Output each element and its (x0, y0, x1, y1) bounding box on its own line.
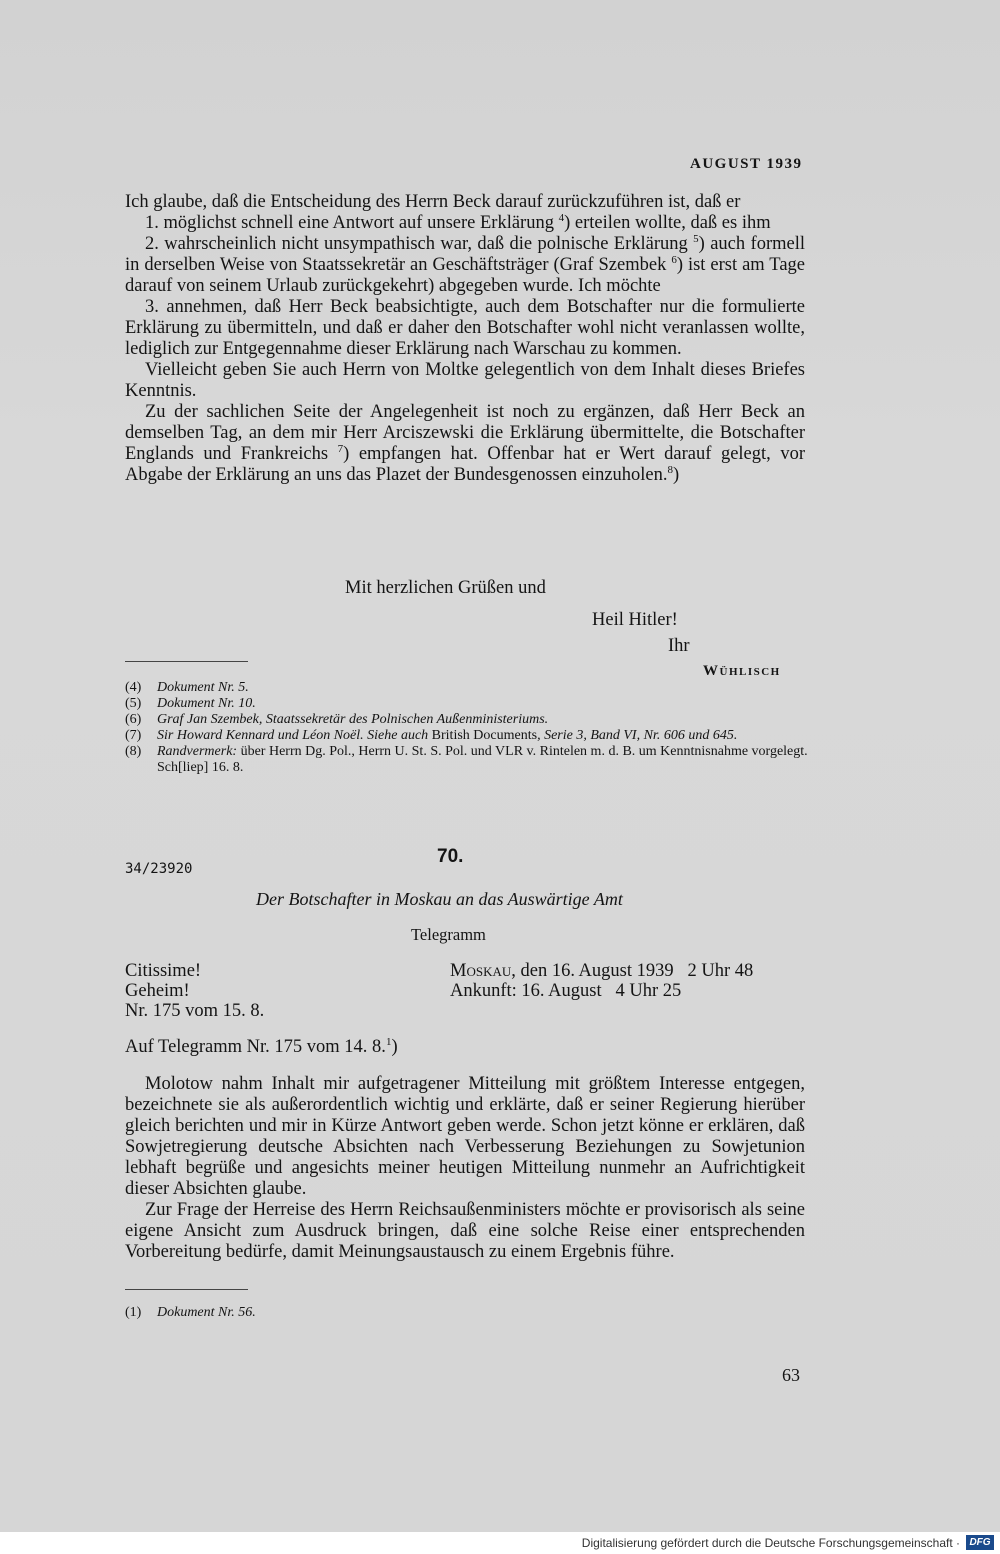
document-type: Telegramm (411, 925, 486, 944)
text: ) (391, 1037, 398, 1057)
text: Auf Telegramm Nr. 175 vom 14. 8. (125, 1037, 386, 1057)
footnotes (125, 680, 815, 776)
running-head: AUGUST 1939 (690, 156, 803, 172)
text: British Documents (431, 728, 538, 743)
footnote-number: (7) (125, 728, 142, 743)
footnote-text: Dokument Nr. 56. (157, 1305, 256, 1320)
telegram-number: Nr. 175 vom 15. 8. (125, 1001, 265, 1021)
text: ) (673, 465, 680, 485)
footnote-text: Dokument Nr. 10. (157, 696, 256, 711)
text: ) ist erst am Tage darauf von seinem Urlaub zurückgekehrt) abgegeben wurde. Ich möchte (125, 255, 805, 296)
text: ) auch formell in derselben Weise von Staatssekretär an Geschäftsträger (Graf Szembek (125, 234, 805, 275)
footnote-ref: 8 (667, 463, 674, 476)
text: Sir Howard Kennard und Léon Noël. Siehe auch (157, 728, 432, 743)
paragraph (125, 213, 805, 234)
footnote-text: Graf Jan Szembek, Staatssekretär des Polnischen Außenministeriums. (157, 712, 549, 727)
paragraph (125, 402, 805, 486)
date-line (450, 961, 753, 981)
document-reference: 34/23920 (125, 861, 193, 877)
classification-label: Geheim! (125, 981, 190, 1001)
text: 3. annehmen, daß Herr Beck beabsichtigte, auch dem Botschafter nur die formulierte Erklärung zu übermitteln, und daß er daher den Botschafter wohl nicht veranlassen wollte, lediglich zur Entgegennahme dieser Erklärung nach Warschau zu kommen. (125, 297, 805, 359)
paragraph (125, 297, 805, 360)
text: ) empfangen hat. Offenbar hat er Wert darauf gelegt, vor Abgabe der Erklärung an uns das Plazet der Bundesgenossen einzuholen. (125, 444, 805, 485)
telegram-header-left (125, 961, 264, 1021)
text: 2. wahrscheinlich nicht unsympathisch war, daß die polnische Erklärung (145, 234, 694, 254)
text: ) erteilen wollte, daß es ihm (564, 213, 771, 233)
footnote-number: (8) (125, 744, 142, 759)
paragraph (125, 234, 805, 297)
letter-signature: Wühlisch (703, 663, 781, 679)
text: Vielleicht geben Sie auch Herrn von Moltke gelegentlich von dem Inhalt dieses Briefes Kenntnis. (125, 360, 805, 401)
digitization-footer (0, 1532, 1000, 1554)
footnote-ref: 1 (385, 1035, 392, 1048)
paragraph: Molotow nahm Inhalt mir aufgetragener Mitteilung mit größtem Interesse entgegen, bezeichnete sie als außerordentlich wichtig und erklärte, daß er seiner Regierung hierüber gleich berichten und mir in Kürze Antwort geben werde. Schon jetzt könne er erklären, daß Sowjetregierung deutsche Absichten nach Verbesserung Beziehungen zu Sowjetunion lebhaft begrüße und angesichts meiner heutigen Mitteilung nunmehr an Aufrichtigkeit dieser Absichten glaube. (125, 1074, 805, 1199)
place: Moskau (450, 961, 512, 981)
footnote-divider (125, 661, 248, 662)
footnote-ref: 6 (671, 253, 677, 266)
footnote-text: Dokument Nr. 5. (157, 680, 249, 695)
text: 1. möglichst schnell eine Antwort auf unsere Erklärung (145, 213, 559, 233)
letter-ihr: Ihr (668, 636, 690, 656)
footnote-ref: 5 (693, 232, 699, 245)
footnote (125, 728, 815, 744)
paragraph: Zur Frage der Herreise des Herrn Reichsaußenministers möchte er provisorisch als seine eigene Ansicht zum Ausdruck bringen, daß eine solche Reise einer entsprechenden Vorbereitung bedürfe, damit Meinungsaustausch zu einem Ergebnis führe. (125, 1200, 805, 1262)
footnote (125, 1305, 256, 1321)
paragraph (125, 360, 805, 402)
date: , den 16. August 1939 2 Uhr 48 (511, 961, 754, 981)
footnote (125, 712, 815, 728)
footnote-number: (4) (125, 680, 142, 695)
text: über Herrn Dg. Pol., Herrn U. St. S. Pol. und VLR v. Rintelen m. d. B. um Kenntnisnahme vorgelegt. Sch[liep] 16. 8. (157, 744, 808, 775)
paragraph (125, 192, 805, 213)
document-number: 70. (437, 846, 464, 867)
letter-salute: Heil Hitler! (592, 610, 678, 630)
text: Zu der sachlichen Seite der Angelegenheit ist noch zu ergänzen, daß Herr Beck an demselben Tag, an dem mir Herr Arciszewski die Erklärung übermittelte, die Botschafter Englands und Frankreichs (125, 402, 805, 464)
funding-credit: Digitalisierung gefördert durch die Deutsche Forschungsgemeinschaft · (581, 1536, 960, 1550)
footnote-divider (125, 1289, 248, 1290)
footnote (125, 680, 815, 696)
footnote-number: (5) (125, 696, 142, 711)
footnote-number: (6) (125, 712, 142, 727)
footnote-ref: 4 (558, 211, 565, 224)
footnote (125, 744, 815, 776)
telegram-body (125, 1074, 805, 1263)
reply-reference (125, 1037, 398, 1058)
letter-body (125, 192, 805, 486)
text: , Serie 3, Band VI, Nr. 606 und 645. (537, 728, 738, 743)
telegram-header-right (450, 961, 753, 1001)
footnote-text (157, 728, 815, 744)
letter-closing: Mit herzlichen Grüßen und (345, 578, 546, 598)
text: Ich glaube, daß die Entscheidung des Herrn Beck darauf zurückzuführen ist, daß er (125, 192, 741, 212)
priority-label: Citissime! (125, 961, 202, 981)
footnote (125, 696, 815, 712)
page-number: 63 (782, 1365, 800, 1385)
footnote-ref: 7 (337, 442, 344, 455)
text: Randvermerk: (157, 744, 238, 759)
footnote-number: (1) (125, 1305, 142, 1320)
footnote-text (157, 744, 815, 776)
dfg-logo: DFG (966, 1535, 994, 1550)
document-title: Der Botschafter in Moskau an das Auswärtige Amt (256, 889, 623, 909)
arrival-line: Ankunft: 16. August 4 Uhr 25 (450, 981, 682, 1001)
